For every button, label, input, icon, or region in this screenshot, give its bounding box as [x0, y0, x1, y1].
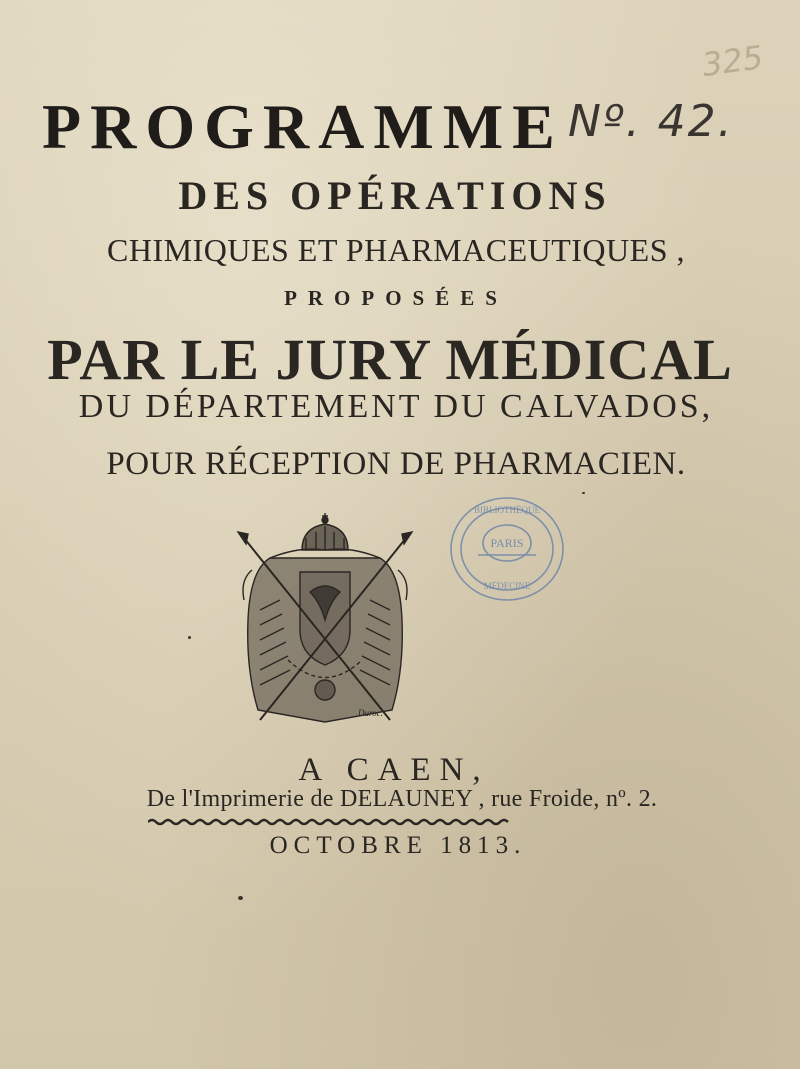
handwritten-number: Nº. 42.: [568, 96, 734, 147]
engraver-signature: Duroc.: [358, 708, 383, 718]
stamp-inner-text: PARIS: [490, 536, 524, 550]
subtitle-proposees: PROPOSÉES: [284, 286, 508, 310]
subtitle-des-operations: DES OPÉRATIONS: [178, 173, 612, 218]
subtitle-reception: POUR RÉCEPTION DE PHARMACIEN.: [106, 446, 686, 482]
subtitle-chimiques: CHIMIQUES ET PHARMACEUTIQUES ,: [107, 232, 685, 268]
subtitle-departement: DU DÉPARTEMENT DU CALVADOS,: [78, 388, 714, 425]
paper-speck: [188, 636, 191, 639]
library-stamp-icon: [448, 495, 566, 603]
document-title: PROGRAMME: [42, 91, 564, 162]
imprint-date: OCTOBRE 1813.: [269, 832, 527, 859]
paper-speck: [582, 492, 585, 494]
paper-speck: [238, 896, 243, 900]
decorative-rule: [148, 818, 512, 826]
stamp-outer-text: BIBLIOTHÈQUE: [474, 505, 540, 515]
corner-pencil-number: 325: [699, 37, 766, 85]
subtitle-jury-medical: PAR LE JURY MÉDICAL: [47, 327, 733, 392]
stamp-bottom-text: MÉDECINE: [483, 581, 531, 591]
imprint-place: A CAEN,: [298, 752, 490, 788]
imperial-coat-of-arms-icon: [230, 510, 420, 730]
imprint-printer: De l'Imprimerie de DELAUNEY , rue Froide, nº. 2.: [146, 786, 658, 812]
